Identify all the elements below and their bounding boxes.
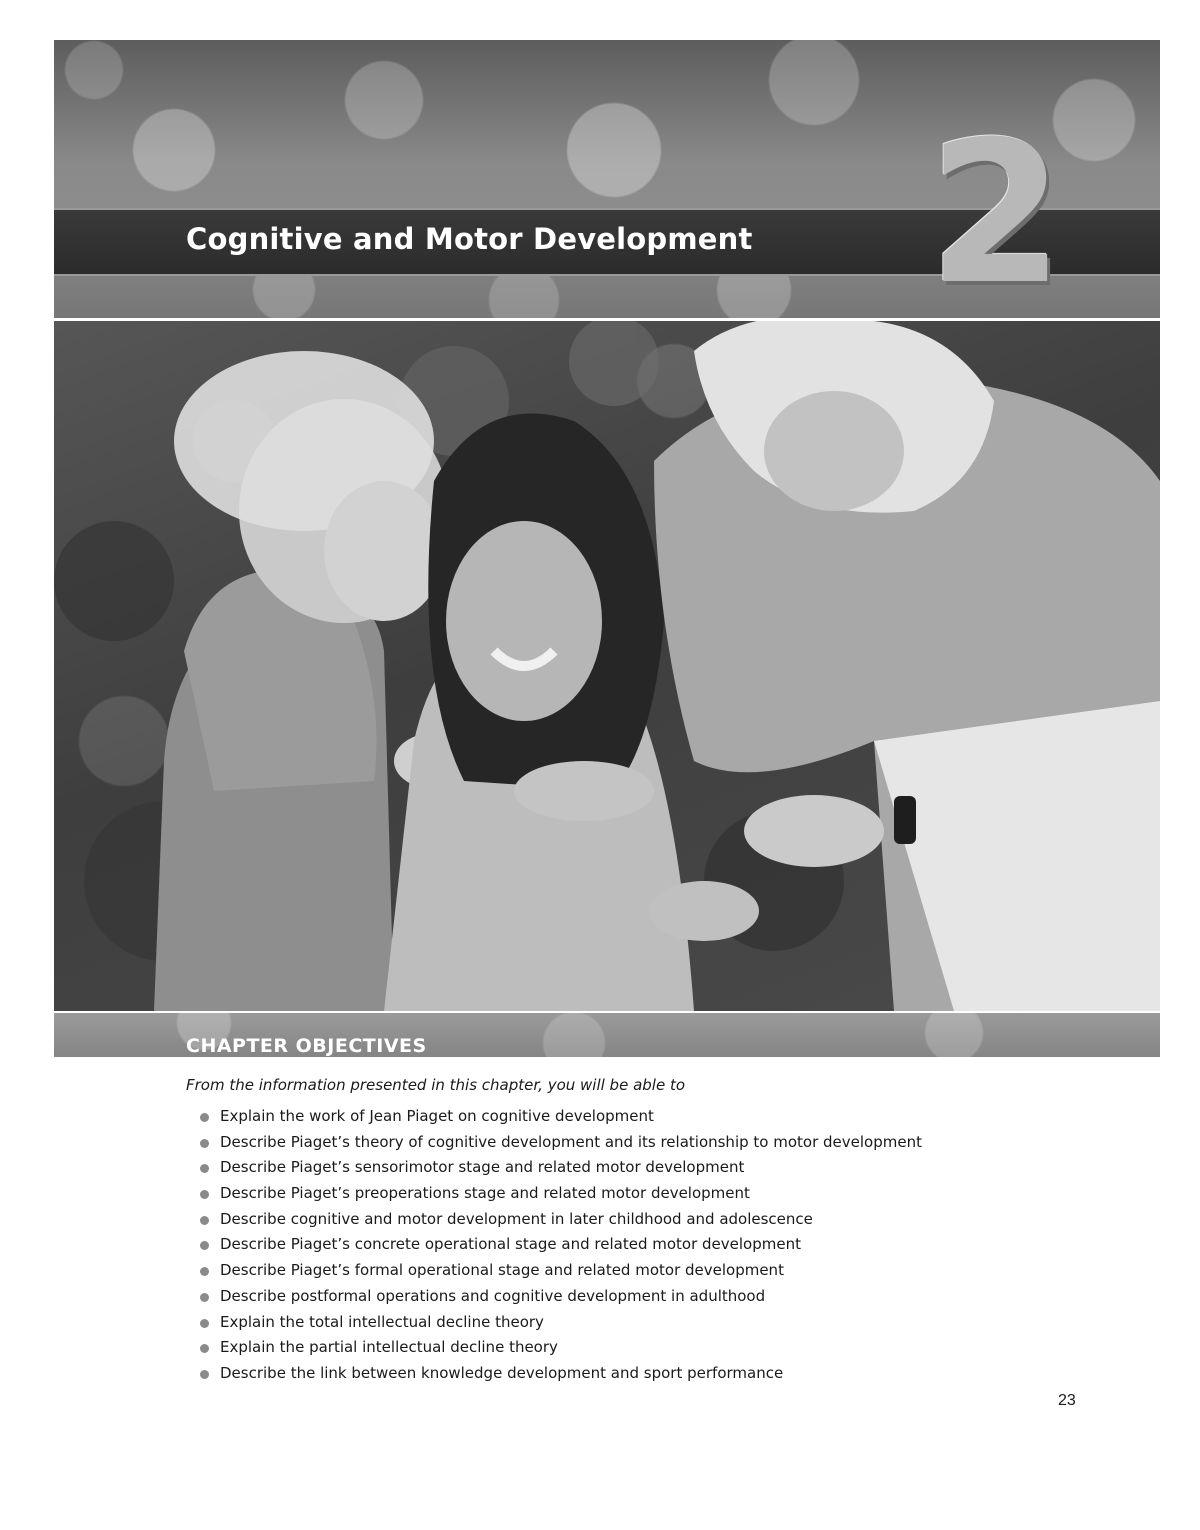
chapter-photo xyxy=(54,321,1160,1011)
objectives-heading: CHAPTER OBJECTIVES xyxy=(186,1035,427,1057)
objective-text: Explain the partial intellectual decline theory xyxy=(220,1338,558,1357)
bullet-icon xyxy=(200,1319,209,1328)
objective-item xyxy=(198,1232,922,1258)
bullet-icon xyxy=(200,1293,209,1302)
bullet-icon xyxy=(200,1344,209,1353)
photo-illustration xyxy=(54,321,1160,1011)
objective-item xyxy=(198,1130,922,1156)
objective-text: Describe the link between knowledge development and sport performance xyxy=(220,1363,784,1382)
objective-item xyxy=(198,1207,922,1233)
chapter-number: 2 xyxy=(927,100,1061,318)
objective-text: Explain the total intellectual decline theory xyxy=(220,1312,544,1331)
bullet-icon xyxy=(200,1164,209,1173)
bullet-icon xyxy=(200,1216,209,1225)
objective-text: Describe postformal operations and cognitive development in adulthood xyxy=(220,1286,766,1305)
objectives-list xyxy=(198,1104,922,1387)
objective-item xyxy=(198,1361,922,1387)
bullet-icon xyxy=(200,1241,209,1250)
objective-item xyxy=(198,1335,922,1361)
objective-text: Describe Piaget’s theory of cognitive development and its relationship to motor development xyxy=(220,1132,922,1151)
objectives-band xyxy=(54,1013,1160,1057)
chapter-banner xyxy=(54,40,1160,318)
objective-text: Describe Piaget’s concrete operational stage and related motor development xyxy=(220,1235,801,1254)
chapter-title: Cognitive and Motor Development xyxy=(186,222,753,256)
bullet-icon xyxy=(200,1113,209,1122)
bullet-icon xyxy=(200,1139,209,1148)
objective-text: Describe Piaget’s sensorimotor stage and related motor development xyxy=(220,1158,745,1177)
objective-item xyxy=(198,1284,922,1310)
bullet-icon xyxy=(200,1267,209,1276)
objectives-intro: From the information presented in this chapter, you will be able to xyxy=(186,1076,686,1094)
page-number: 23 xyxy=(1058,1392,1076,1409)
objective-item xyxy=(198,1181,922,1207)
objective-item xyxy=(198,1310,922,1336)
bullet-icon xyxy=(200,1190,209,1199)
objective-text: Describe Piaget’s formal operational stage and related motor development xyxy=(220,1261,784,1280)
objective-text: Describe Piaget’s preoperations stage and related motor development xyxy=(220,1184,750,1203)
objective-item xyxy=(198,1258,922,1284)
objective-text: Describe cognitive and motor development in later childhood and adolescence xyxy=(220,1209,813,1228)
objective-item xyxy=(198,1155,922,1181)
objective-item xyxy=(198,1104,922,1130)
bullet-icon xyxy=(200,1370,209,1379)
objective-text: Explain the work of Jean Piaget on cognitive development xyxy=(220,1107,654,1125)
